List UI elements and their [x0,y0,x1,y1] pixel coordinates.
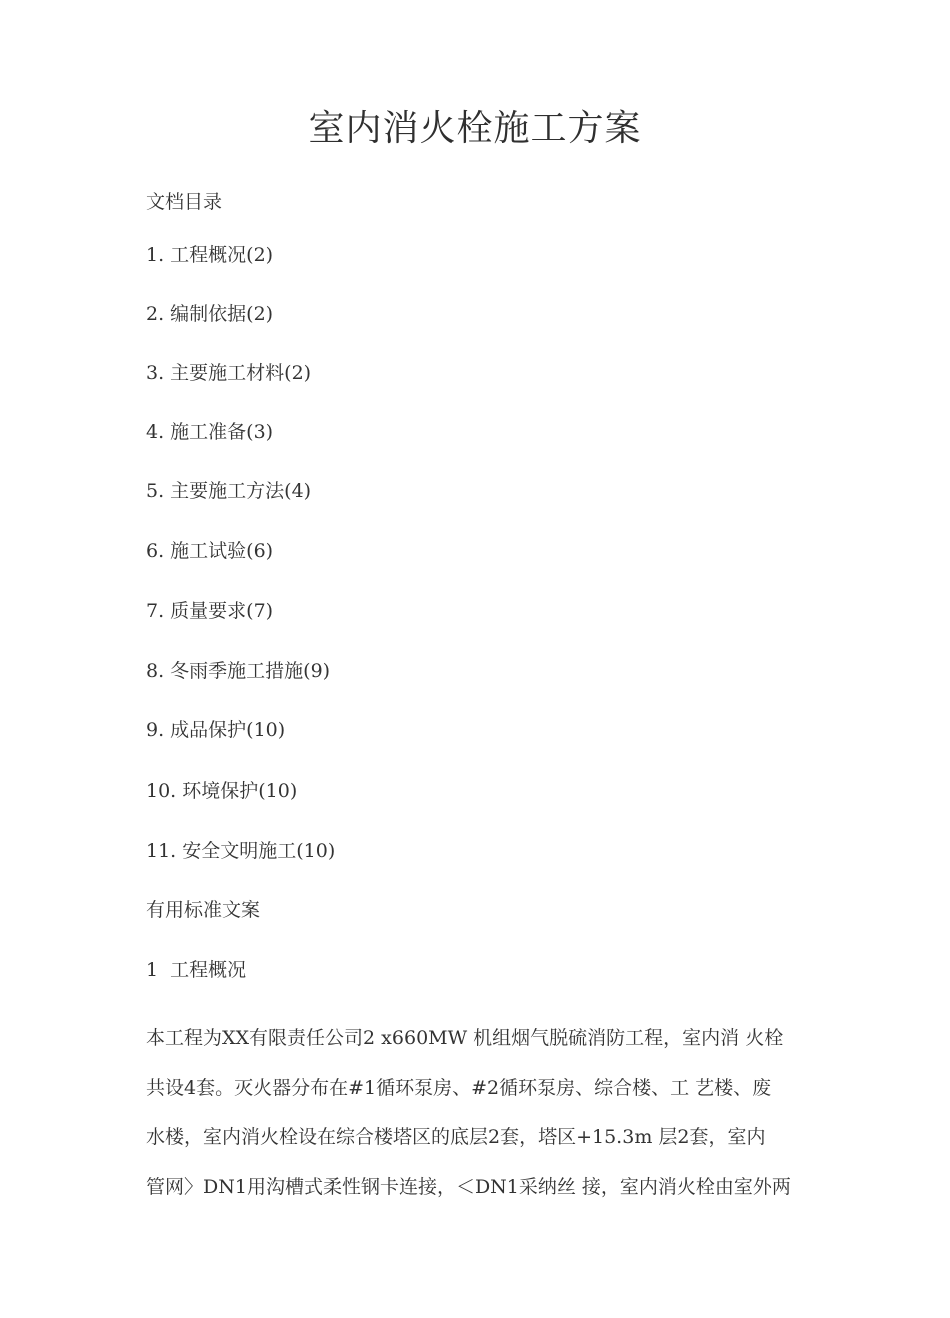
toc-item-9: 9. 成品保护(10) [146,719,286,741]
toc-heading: 文档目录 [146,191,223,213]
body-paragraph [146,1014,816,1212]
watermark-text: 有用标准文案 [146,899,261,921]
paragraph-line-3: 水楼，室内消火栓设在综合楼塔区的底层2套，塔区+15.3m 层2套，室内 [146,1126,766,1148]
toc-item-10: 10. 环境保护(10) [146,780,298,802]
toc-item-3: 3. 主要施工材料(2) [146,362,312,384]
toc-item-11: 11. 安全文明施工(10) [146,840,336,862]
paragraph-line-4: 管网〉DN1用沟槽式柔性钢卡连接，＜DN1采纳丝 接，室内消火栓由室外两 [146,1175,791,1198]
toc-item-8: 8. 冬雨季施工措施(9) [146,660,331,682]
toc-item-6: 6. 施工试验(6) [146,540,274,562]
paragraph-line-1: 本工程为XX有限责任公司2 x660MW 机组烟气脱硫消防工程，室内消 火栓 [146,1027,784,1049]
toc-item-1: 1. 工程概况(2) [146,244,274,266]
toc-item-2: 2. 编制依据(2) [146,303,274,325]
toc-item-7: 7. 质量要求(7) [146,600,274,622]
toc-item-5: 5. 主要施工方法(4) [146,480,312,502]
document-title: 室内消火栓施工方案 [308,108,642,149]
paragraph-line-2: 共设4套。灭火器分布在#1循环泵房、#2循环泵房、综合楼、工 艺楼、废 [146,1076,772,1099]
section-heading: 1 工程概况 [146,959,247,981]
toc-item-4: 4. 施工准备(3) [146,421,274,443]
